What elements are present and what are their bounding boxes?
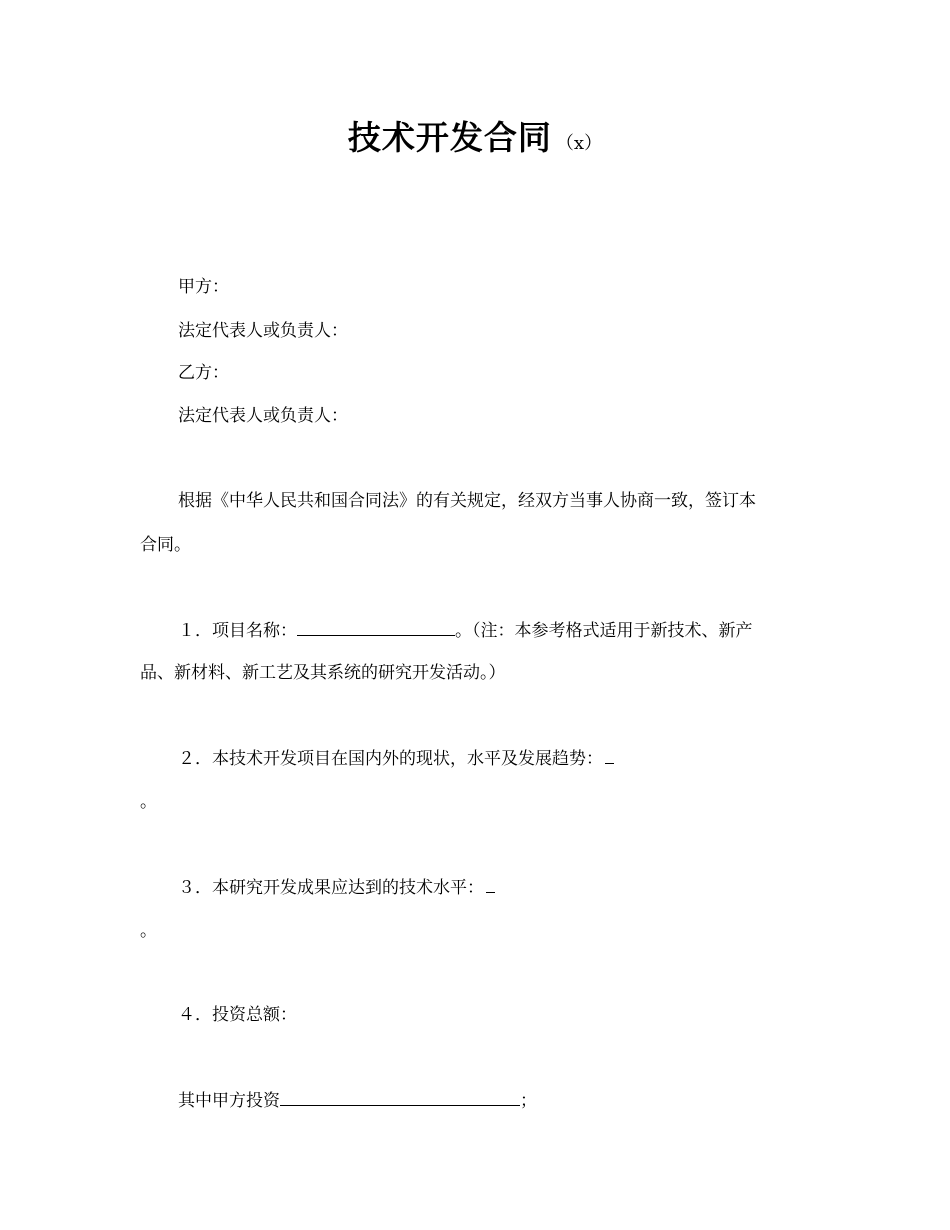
party-a-rep-line: 法定代表人或负责人： <box>178 321 348 341</box>
page-title <box>0 112 950 159</box>
clause-3-blank[interactable] <box>486 876 495 893</box>
preamble-line-2: 合同。 <box>140 535 191 555</box>
preamble-line-1: 根据《中华人民共和国合同法》的有关规定，经双方当事人协商一致，签订本 <box>178 491 756 511</box>
party-a-line: 甲方： <box>178 277 229 297</box>
invest-a-line <box>178 1089 537 1112</box>
party-b-rep-line: 法定代表人或负责人： <box>178 406 348 426</box>
clause-2-blank[interactable] <box>605 747 614 764</box>
clause-1-line-1 <box>178 619 753 642</box>
project-name-blank[interactable] <box>297 619 455 636</box>
clause-4-line: ４．投资总额： <box>178 1005 297 1025</box>
clause-2-text: ２．本技术开发项目在国内外的现状，水平及发展趋势： <box>178 749 603 769</box>
invest-a-blank[interactable] <box>280 1089 520 1106</box>
party-b-line: 乙方： <box>178 363 229 383</box>
title-suffix: （x） <box>555 133 603 154</box>
clause-1-line-2: 品、新材料、新工艺及其系统的研究开发活动。） <box>140 663 506 683</box>
invest-a-prefix: 其中甲方投资 <box>178 1091 280 1111</box>
clause-3-end: 。 <box>140 921 157 941</box>
title-main: 技术开发合同 <box>347 118 552 157</box>
clause-3-text: ３．本研究开发成果应达到的技术水平： <box>178 878 484 898</box>
clause-1-suffix: 。（注：本参考格式适用于新技术、新产 <box>455 621 753 641</box>
clause-3-line-1 <box>178 876 495 899</box>
clause-1-prefix: １．项目名称： <box>178 621 297 641</box>
clause-2-end: 。 <box>140 792 157 812</box>
invest-a-suffix: ； <box>520 1091 537 1111</box>
clause-2-line-1 <box>178 747 614 770</box>
